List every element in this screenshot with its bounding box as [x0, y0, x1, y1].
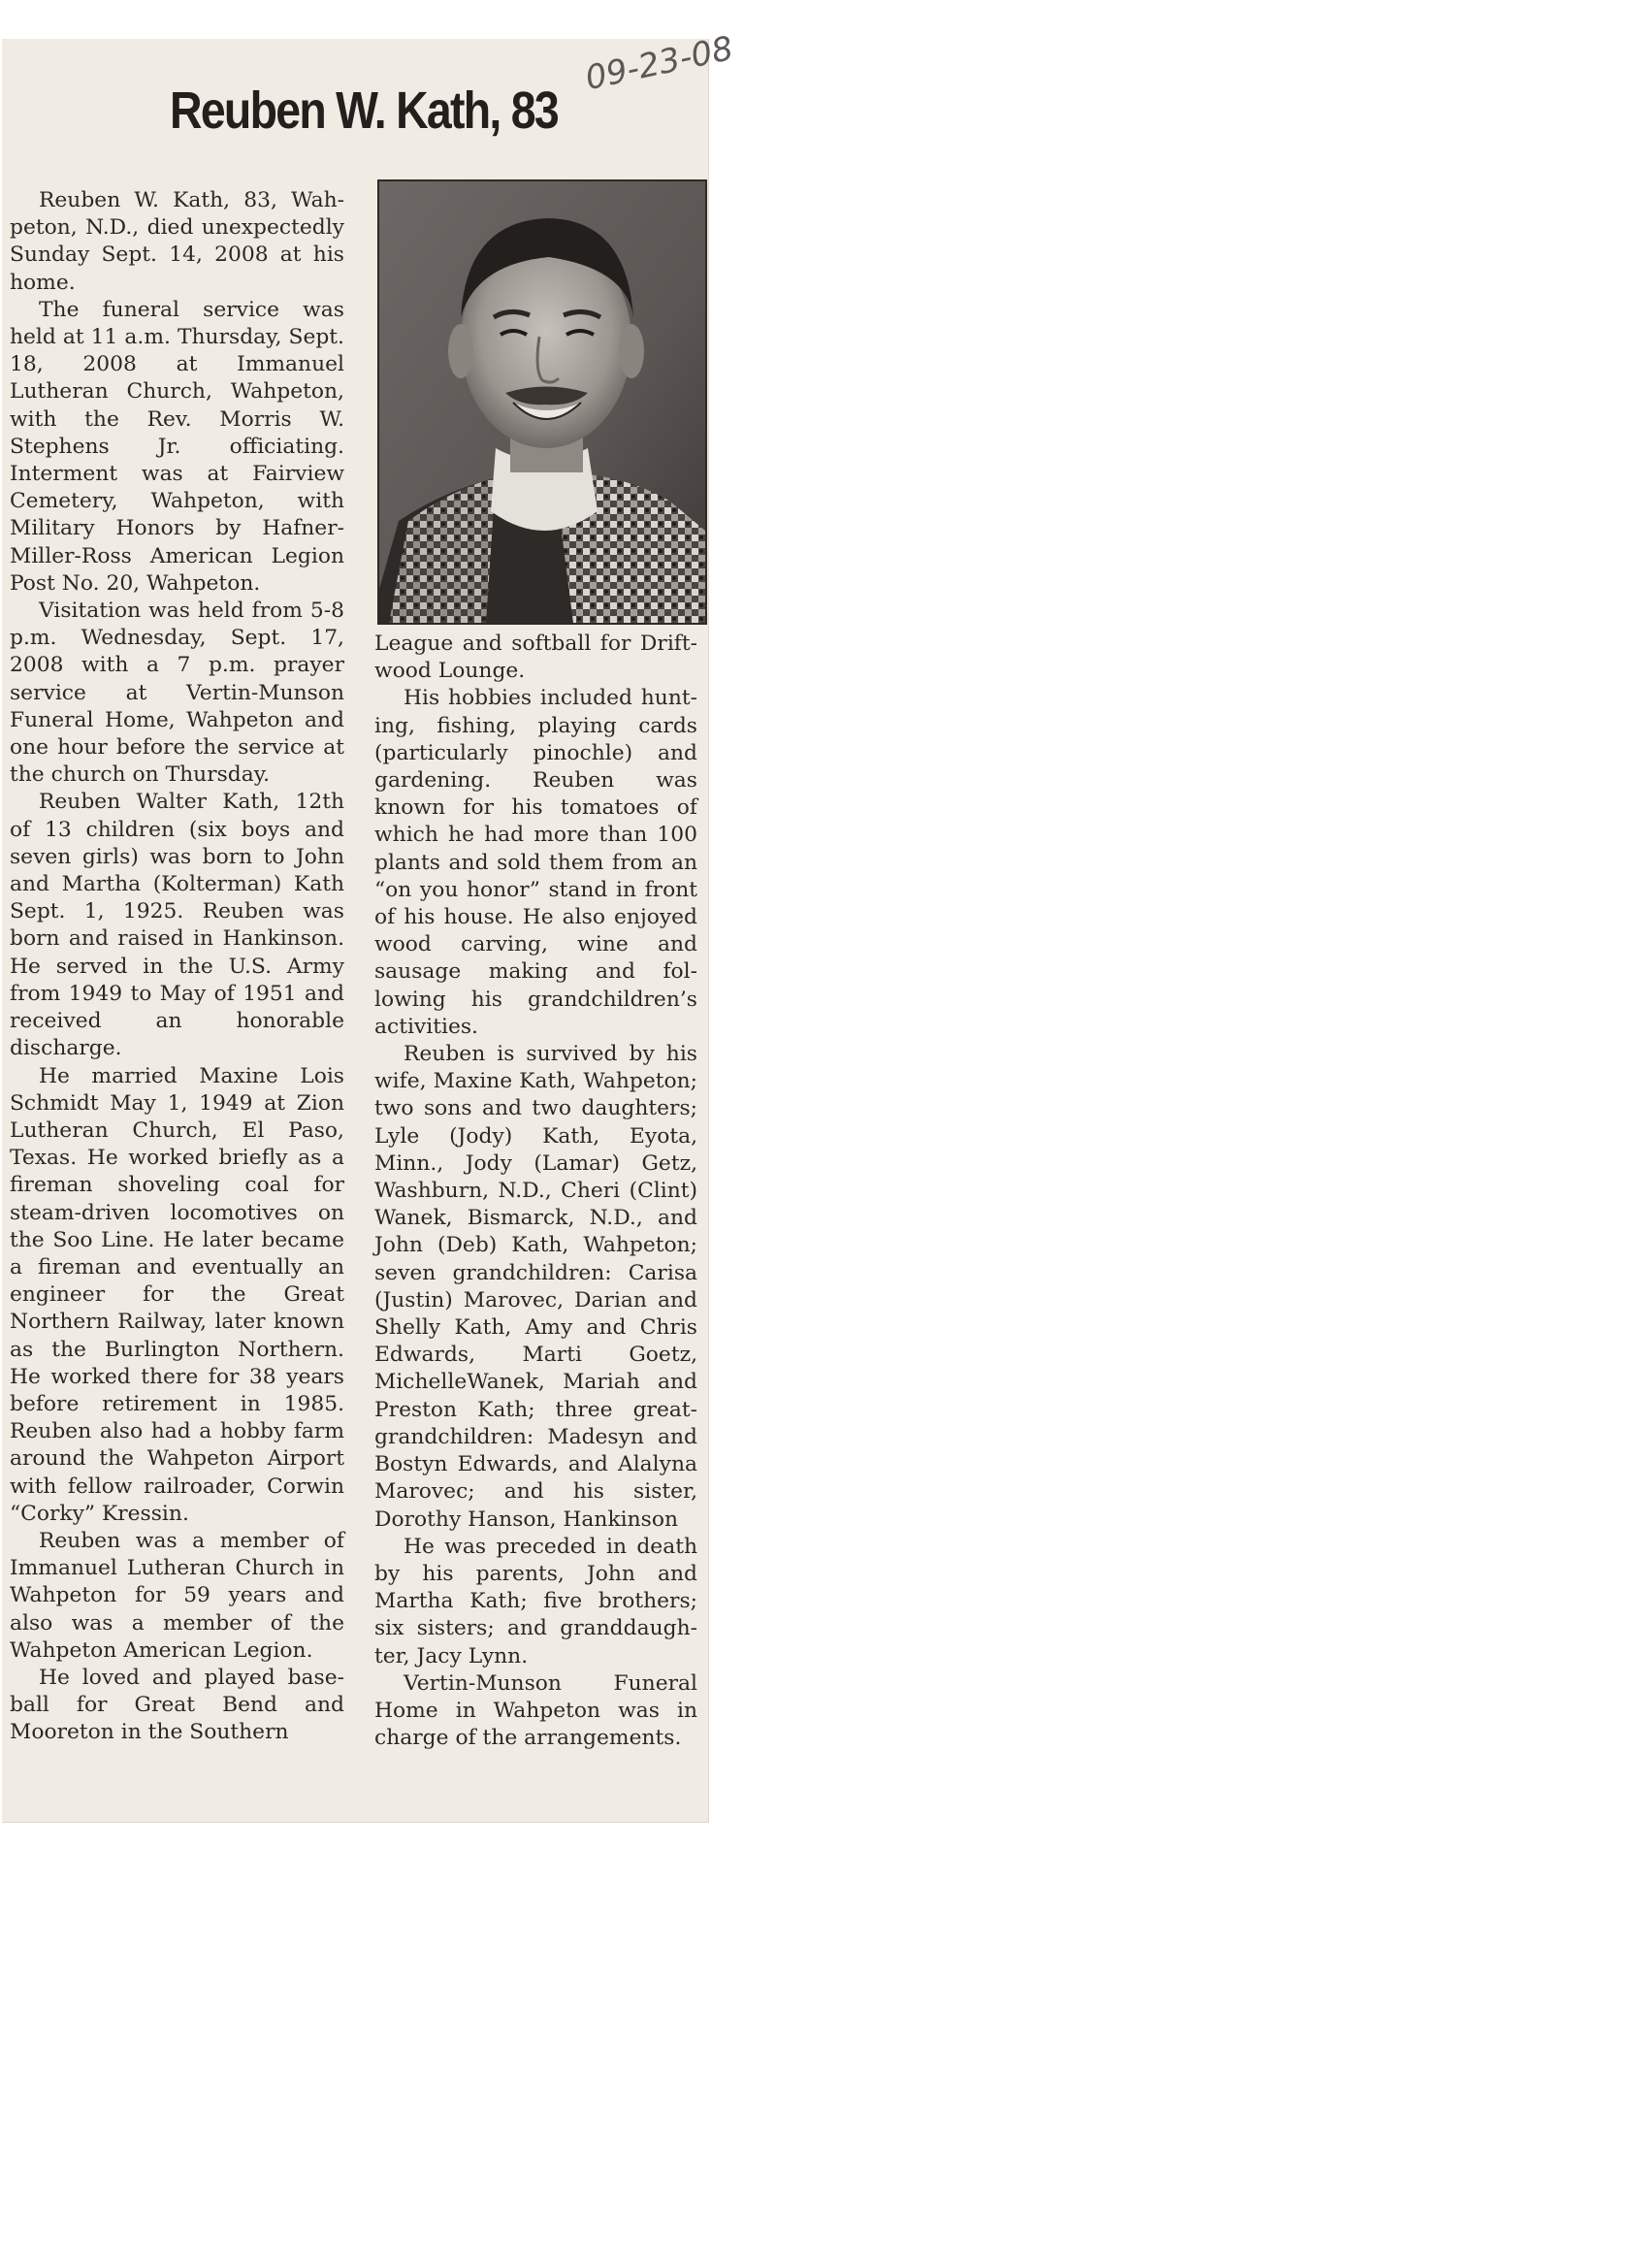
paragraph: League and softball for Driftwood Lounge.: [374, 632, 697, 684]
paragraph: Reuben Walter Kath, 12th of 13 children (six boys and seven girls) was born to John and Martha (Kolterman) Kath Sept. 1, 1925. Reuben was born and raised in Hankinson. He served in the U.S. Army from 1949 to May of 1951 and received an honorable discharge.: [10, 790, 344, 1061]
paragraph: Reuben is survived by his wife, Maxine Kath, Wahpeton; two sons and two daughters; Lyle (Jody) Kath, Eyota, Minn., Jody (Lamar) Getz, Washburn, N.D., Cheri (Clint) Wanek, Bismarck, N.D., and John (Deb) Kath, Wahpeton; seven grandchildren: Carisa (Justin) Marovec, Darian and Shelly Kath, Amy and Chris Edwards, Marti Goetz, MichelleWanek, Mariah and Preston Kath; three great-grandchildren: Madesyn and Bostyn Edwards, and Alalyna Marovec; and his sister, Dorothy Hanson, Hankinson: [374, 1042, 697, 1532]
obituary-column-right: [374, 631, 697, 1752]
paragraph: He was preceded in death by his parents, John and Martha Kath; five brothers; six sisters; and granddaughter, Jacy Lynn.: [374, 1534, 697, 1669]
portrait-photo: [377, 179, 707, 625]
paragraph: Reuben W. Kath, 83, Wahpeton, N.D., died unexpectedly Sunday Sept. 14, 2008 at his home.: [10, 188, 344, 295]
paragraph: Visitation was held from 5-8 p.m. Wednesday, Sept. 17, 2008 with a 7 p.m. prayer service at Vertin-Munson Funeral Home, Wahpeton and one hour before the service at the church on Thursday.: [10, 599, 344, 788]
paragraph: Reuben was a member of Immanuel Lutheran Church in Wahpeton for 59 years and also was a member of the Wahpeton American Legion.: [10, 1528, 344, 1663]
paragraph: Vertin-Munson Funeral Home in Wahpeton was in charge of the arrangements.: [374, 1670, 697, 1751]
obituary-column-left: [10, 187, 344, 1747]
obituary-headline: Reuben W. Kath, 83: [170, 81, 558, 140]
paragraph: He loved and played baseball for Great Bend and Mooreton in the Southern: [10, 1665, 344, 1745]
paragraph: The funeral service was held at 11 a.m. Thursday, Sept. 18, 2008 at Immanuel Lutheran Church, Wahpeton, with the Rev. Morris W. Stephens Jr. officiating. Interment was at Fairview Cemetery, Wahpeton, with Military Honors by Hafner-Miller-Ross American Legion Post No. 20, Wahpeton.: [10, 297, 344, 596]
paragraph: He married Maxine Lois Schmidt May 1, 1949 at Zion Lutheran Church, El Paso, Texas. He worked briefly as a fireman shoveling coal for steam-driven locomotives on the Soo Line. He later became a fireman and eventually an engineer for the Great Northern Railway, later known as the Burlington Northern. He worked there for 38 years before retirement in 1985. Reuben also had a hobby farm around the Wahpeton Airport with fellow railroader, Corwin “Corky” Kressin.: [10, 1063, 344, 1526]
handwritten-date: 09-23-08: [582, 28, 737, 99]
paragraph: His hobbies included hunting, fishing, playing cards (particularly pinochle) and gardening. Reuben was known for his tomatoes of which he had more than 100 plants and sold them from an “on you honor” stand in front of his house. He also enjoyed wood carving, wine and sausage making and following his grandchildren’s activities.: [374, 686, 697, 1039]
